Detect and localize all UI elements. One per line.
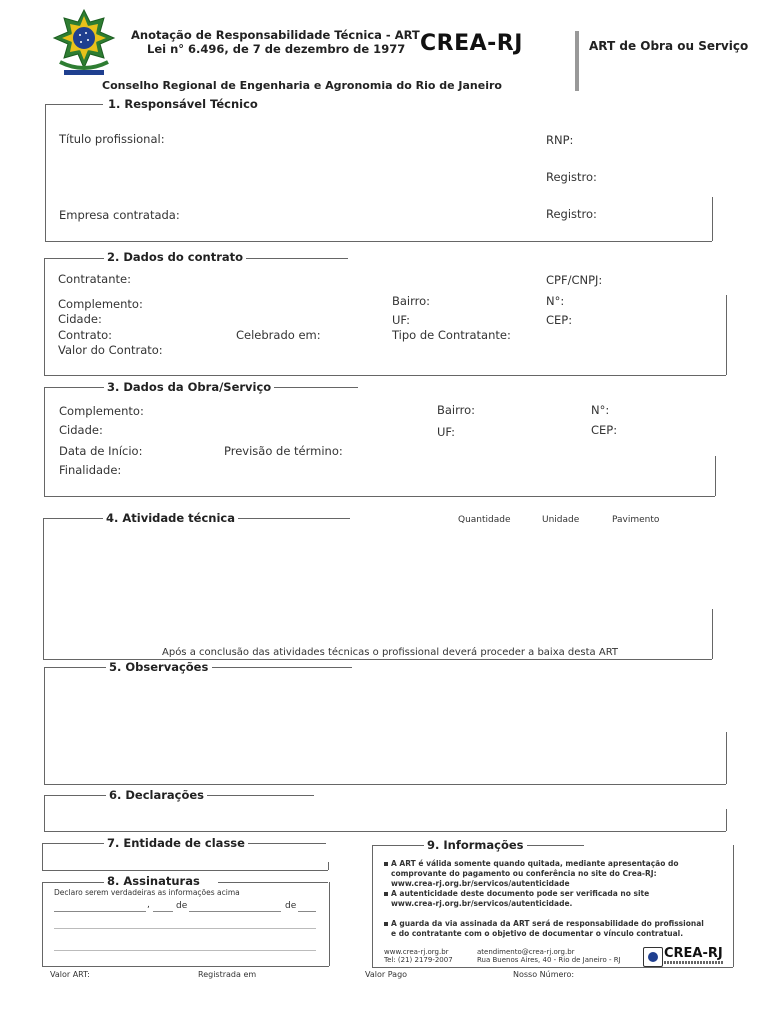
- right-title: ART de Obra ou Serviço: [589, 39, 749, 53]
- s5-title: 5. Observações: [106, 660, 211, 674]
- s2-complemento-label: Complemento:: [58, 297, 143, 311]
- s8-title: 8. Assinaturas: [104, 874, 203, 888]
- s9-b2a: A autenticidade deste documento pode ser verificada no site: [391, 889, 650, 898]
- s9-b3b: e do contratante com o objetivo de documentar o vínculo contratual.: [391, 929, 684, 938]
- header-line1: Anotação de Responsabilidade Técnica - ART: [131, 28, 420, 42]
- s9-b1c: www.crea-rj.org.br/servicos/autenticidade: [391, 879, 570, 888]
- s2-cidade-label: Cidade:: [58, 312, 102, 326]
- s8-comma: ,: [147, 900, 150, 910]
- s3-finalidade-label: Finalidade:: [59, 463, 122, 477]
- s4-box: [43, 518, 712, 660]
- bullet-1-icon: [384, 862, 388, 866]
- s2-cep-label: CEP:: [546, 313, 573, 327]
- s9-b2b: www.crea-rj.org.br/servicos/autenticidade.: [391, 899, 573, 908]
- s9-b1a: A ART é válida somente quando quitada, mediante apresentação do: [391, 859, 679, 868]
- header-divider: [575, 31, 579, 91]
- footer-valor-pago: Valor Pago: [365, 970, 408, 979]
- s2-bairro-label: Bairro:: [392, 294, 431, 308]
- s2-title: 2. Dados do contrato: [104, 250, 246, 264]
- footer-nosso-numero: Nosso Número:: [513, 970, 575, 979]
- s2-box: [44, 258, 726, 376]
- s3-box: [44, 387, 715, 497]
- header-line2: Lei n° 6.496, de 7 de dezembro de 1977: [147, 42, 406, 56]
- s8-de2: de: [285, 901, 297, 911]
- s4-pavimento-header: Pavimento: [612, 515, 660, 525]
- s2-tipo-label: Tipo de Contratante:: [392, 328, 511, 342]
- footer-registrada: Registrada em: [198, 970, 257, 979]
- s9-email: atendimento@crea-rj.org.br: [477, 948, 575, 956]
- s9-logo-subtext: [664, 961, 724, 964]
- s8-declaro-text: Declaro serem verdadeiras as informações acima: [54, 888, 240, 897]
- s2-uf-label: UF:: [392, 313, 411, 327]
- s3-no-label: N°:: [591, 403, 610, 417]
- brand-title: CREA-RJ: [420, 31, 523, 56]
- s9-tel: Tel: (21) 2179-2007: [384, 956, 453, 964]
- s3-complemento-label: Complemento:: [59, 404, 144, 418]
- s3-cidade-label: Cidade:: [59, 423, 103, 437]
- crea-seal-icon: [643, 947, 663, 967]
- s7-title: 7. Entidade de classe: [104, 836, 248, 850]
- s5-box: [44, 667, 726, 785]
- s3-uf-label: UF:: [437, 425, 456, 439]
- s9-site: www.crea-rj.org.br: [384, 948, 449, 956]
- s8-signature-line-2: [54, 950, 316, 951]
- s7-box: [42, 843, 328, 871]
- s3-bairro-label: Bairro:: [437, 403, 476, 417]
- s3-cep-label: CEP:: [591, 423, 618, 437]
- s1-empresa-label: Empresa contratada:: [59, 208, 180, 222]
- s1-registro1-label: Registro:: [546, 170, 597, 184]
- s2-contratante-label: Contratante:: [58, 272, 131, 286]
- s6-title: 6. Declarações: [106, 788, 207, 802]
- brazil-coat-of-arms-icon: [50, 8, 118, 80]
- s2-cpf-label: CPF/CNPJ:: [546, 273, 603, 287]
- s2-valor-label: Valor do Contrato:: [58, 343, 163, 357]
- bullet-2-icon: [384, 892, 388, 896]
- s3-inicio-label: Data de Início:: [59, 444, 143, 458]
- s9-b1b: comprovante do pagamento ou conferência no site do Crea-RJ:: [391, 869, 657, 878]
- council-name: Conselho Regional de Engenharia e Agronomia do Rio de Janeiro: [102, 79, 502, 92]
- s6-box: [44, 795, 726, 832]
- s8-signature-line-1: [54, 928, 316, 929]
- s1-title: 1. Responsável Técnico: [105, 97, 261, 111]
- s1-registro2-label: Registro:: [546, 207, 597, 221]
- s8-de1: de: [176, 901, 188, 911]
- s9-logo-text: CREA-RJ: [664, 946, 723, 961]
- s4-unidade-header: Unidade: [542, 515, 580, 525]
- s1-rnp-label: RNP:: [546, 133, 574, 147]
- s2-celebrado-label: Celebrado em:: [236, 328, 321, 342]
- bullet-3-icon: [384, 922, 388, 926]
- s4-title: 4. Atividade técnica: [103, 511, 238, 525]
- s4-quantidade-header: Quantidade: [458, 515, 511, 525]
- s3-title: 3. Dados da Obra/Serviço: [104, 380, 274, 394]
- s2-contrato-label: Contrato:: [58, 328, 113, 342]
- s3-previsao-label: Previsão de término:: [224, 444, 343, 458]
- s2-no-label: N°:: [546, 294, 565, 308]
- s9-b3a: A guarda da via assinada da ART será de responsabilidade do profissional: [391, 919, 704, 928]
- s9-address: Rua Buenos Aires, 40 - Rio de Janeiro - RJ: [477, 956, 621, 964]
- footer-valor-art: Valor ART:: [50, 970, 90, 979]
- s9-title: 9. Informações: [424, 838, 527, 852]
- s1-titulo-label: Título profissional:: [59, 132, 165, 146]
- s4-note: Após a conclusão das atividades técnicas o profissional deverá proceder a baixa desta ART: [162, 647, 619, 658]
